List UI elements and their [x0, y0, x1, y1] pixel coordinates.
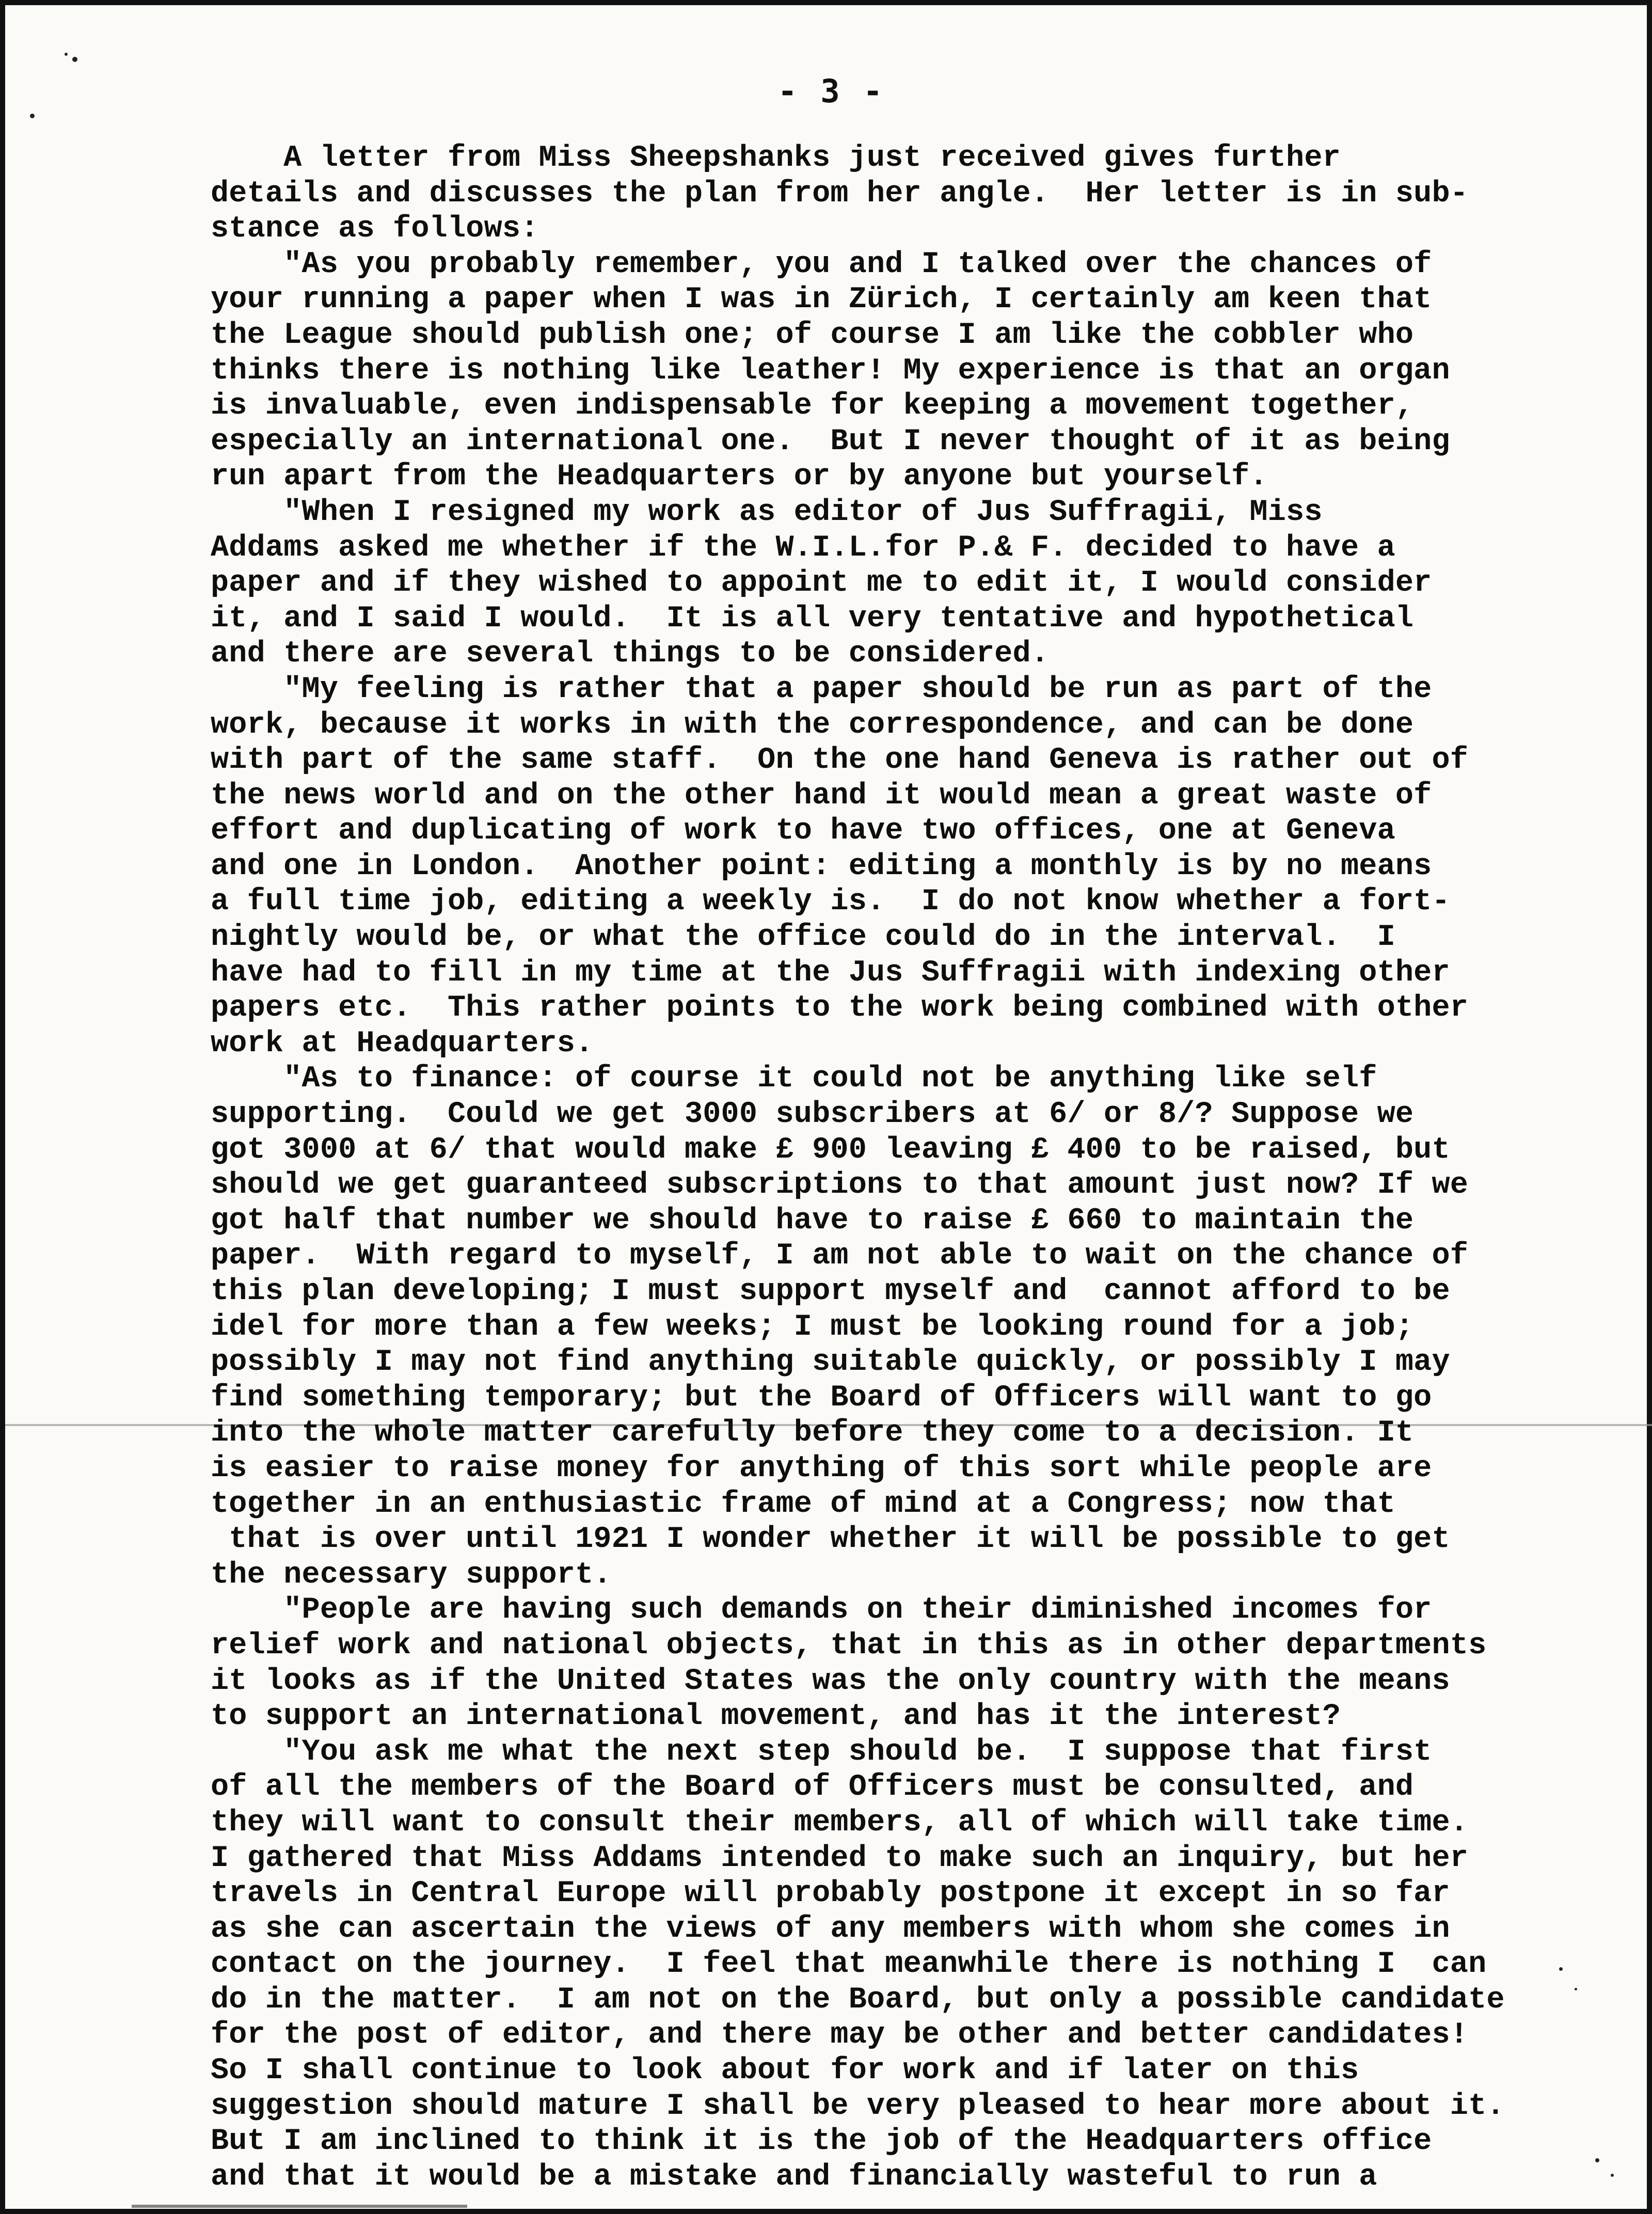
text-line: supporting. Could we get 3000 subscribers at 6/ or 8/? Suppose we — [211, 1097, 1414, 1132]
text-line: especially an international one. But I never thought of it as being — [211, 423, 1450, 458]
text-line: the League should publish one; of course I am like the cobbler who — [211, 317, 1414, 352]
ink-speck — [1559, 1967, 1563, 1971]
ink-speck — [65, 53, 68, 56]
text-line: with part of the same staff. On the one hand Geneva is rather out of — [211, 742, 1469, 778]
text-line: "My feeling is rather that a paper should be run as part of the — [211, 671, 1432, 706]
text-line: papers etc. This rather points to the work being combined with other — [211, 990, 1469, 1025]
ink-speck — [72, 57, 77, 62]
text-line: possibly I may not find anything suitable quickly, or possibly I may — [211, 1345, 1450, 1380]
ink-speck — [1575, 1988, 1577, 1990]
ink-speck — [1611, 2174, 1614, 2177]
text-line: got half that number we should have to raise £ 660 to maintain the — [211, 1203, 1414, 1238]
text-line: and one in London. Another point: editing a monthly is by no means — [211, 848, 1432, 883]
text-line: the news world and on the other hand it would mean a great waste of — [211, 778, 1432, 813]
text-line: into the whole matter carefully before they come to a decision. It — [211, 1415, 1414, 1450]
text-line: "People are having such demands on their diminished incomes for — [211, 1592, 1432, 1627]
text-line: of all the members of the Board of Officers must be consulted, and — [211, 1769, 1414, 1805]
text-line: is easier to raise money for anything of this sort while people are — [211, 1450, 1432, 1485]
text-line: the necessary support. — [211, 1557, 612, 1592]
letter-body — [211, 140, 1615, 2194]
text-line: nightly would be, or what the office could do in the interval. I — [211, 920, 1395, 955]
text-line: should we get guaranteed subscriptions to that amount just now? If we — [211, 1167, 1469, 1203]
text-line: relief work and national objects, that in this as in other departments — [211, 1627, 1487, 1663]
text-line: contact on the journey. I feel that meanwhile there is nothing I can — [211, 1947, 1487, 1982]
text-line: this plan developing; I must support myself and cannot afford to be — [211, 1274, 1450, 1308]
text-line: paper. With regard to myself, I am not able to wait on the chance of — [211, 1238, 1469, 1273]
text-line: is invaluable, even indispensable for keeping a movement together, — [211, 388, 1414, 423]
text-line: stance as follows: — [211, 211, 539, 246]
text-line: and there are several things to be considered. — [211, 636, 1050, 671]
text-line: a full time job, editing a weekly is. I do not know whether a fort- — [211, 884, 1450, 919]
text-line: it, and I said I would. It is all very tentative and hypothetical — [211, 600, 1414, 636]
text-line: and that it would be a mistake and financially wasteful to run a — [211, 2159, 1377, 2194]
text-line: paper and if they wished to appoint me to edit it, I would consider — [211, 565, 1432, 600]
text-line: do in the matter. I am not on the Board, but only a possible candidate — [211, 1982, 1505, 2017]
text-line: have had to fill in my time at the Jus Suffragii with indexing other — [211, 955, 1450, 990]
text-line: Addams asked me whether if the W.I.L.for P.& F. decided to have a — [211, 530, 1395, 565]
text-line: got 3000 at 6/ that would make £ 900 leaving £ 400 to be raised, but — [211, 1132, 1450, 1167]
text-line: it looks as if the United States was the only country with the means — [211, 1663, 1450, 1698]
page-number: - 3 - — [777, 72, 885, 110]
ink-speck — [1595, 2158, 1599, 2162]
text-line: I gathered that Miss Addams intended to make such an inquiry, but her — [211, 1840, 1469, 1875]
bottom-edge-mark — [132, 2205, 467, 2208]
text-line: effort and duplicating of work to have two offices, one at Geneva — [211, 813, 1395, 848]
text-line: together in an enthusiastic frame of mind at a Congress; now that — [211, 1486, 1395, 1521]
text-line: "As you probably remember, you and I talked over the chances of — [211, 246, 1432, 281]
ink-speck — [30, 114, 35, 118]
text-line: for the post of editor, and there may be other and better candidates! — [211, 2017, 1469, 2052]
text-line: find something temporary; but the Board of Officers will want to go — [211, 1380, 1432, 1415]
text-line: But I am inclined to think it is the job of the Headquarters office — [211, 2124, 1432, 2159]
text-line: thinks there is nothing like leather! My experience is that an organ — [211, 353, 1450, 388]
text-line: "When I resigned my work as editor of Jus Suffragii, Miss — [211, 494, 1323, 529]
text-line: work at Headquarters. — [211, 1025, 594, 1061]
text-line: travels in Central Europe will probably postpone it except in so far — [211, 1876, 1450, 1911]
text-line: they will want to consult their members, all of which will take time. — [211, 1805, 1469, 1840]
text-line: as she can ascertain the views of any members with whom she comes in — [211, 1911, 1450, 1946]
text-line: to support an international movement, and has it the interest? — [211, 1699, 1341, 1734]
text-line: your running a paper when I was in Zürich, I certainly am keen that — [211, 282, 1432, 317]
text-line: So I shall continue to look about for work and if later on this — [211, 2053, 1359, 2088]
text-line: suggestion should mature I shall be very pleased to hear more about it. — [211, 2088, 1505, 2123]
text-line: "You ask me what the next step should be. I suppose that first — [211, 1734, 1432, 1769]
text-line: that is over until 1921 I wonder whether it will be possible to get — [211, 1522, 1450, 1557]
text-line: work, because it works in with the correspondence, and can be done — [211, 707, 1414, 742]
text-line: run apart from the Headquarters or by anyone but yourself. — [211, 459, 1268, 494]
text-line: details and discusses the plan from her angle. Her letter is in sub- — [211, 176, 1469, 211]
text-line: "As to finance: of course it could not be anything like self — [211, 1061, 1377, 1096]
text-line: idel for more than a few weeks; I must be looking round for a job; — [211, 1309, 1414, 1344]
text-line: A letter from Miss Sheepshanks just received gives further — [211, 140, 1341, 175]
